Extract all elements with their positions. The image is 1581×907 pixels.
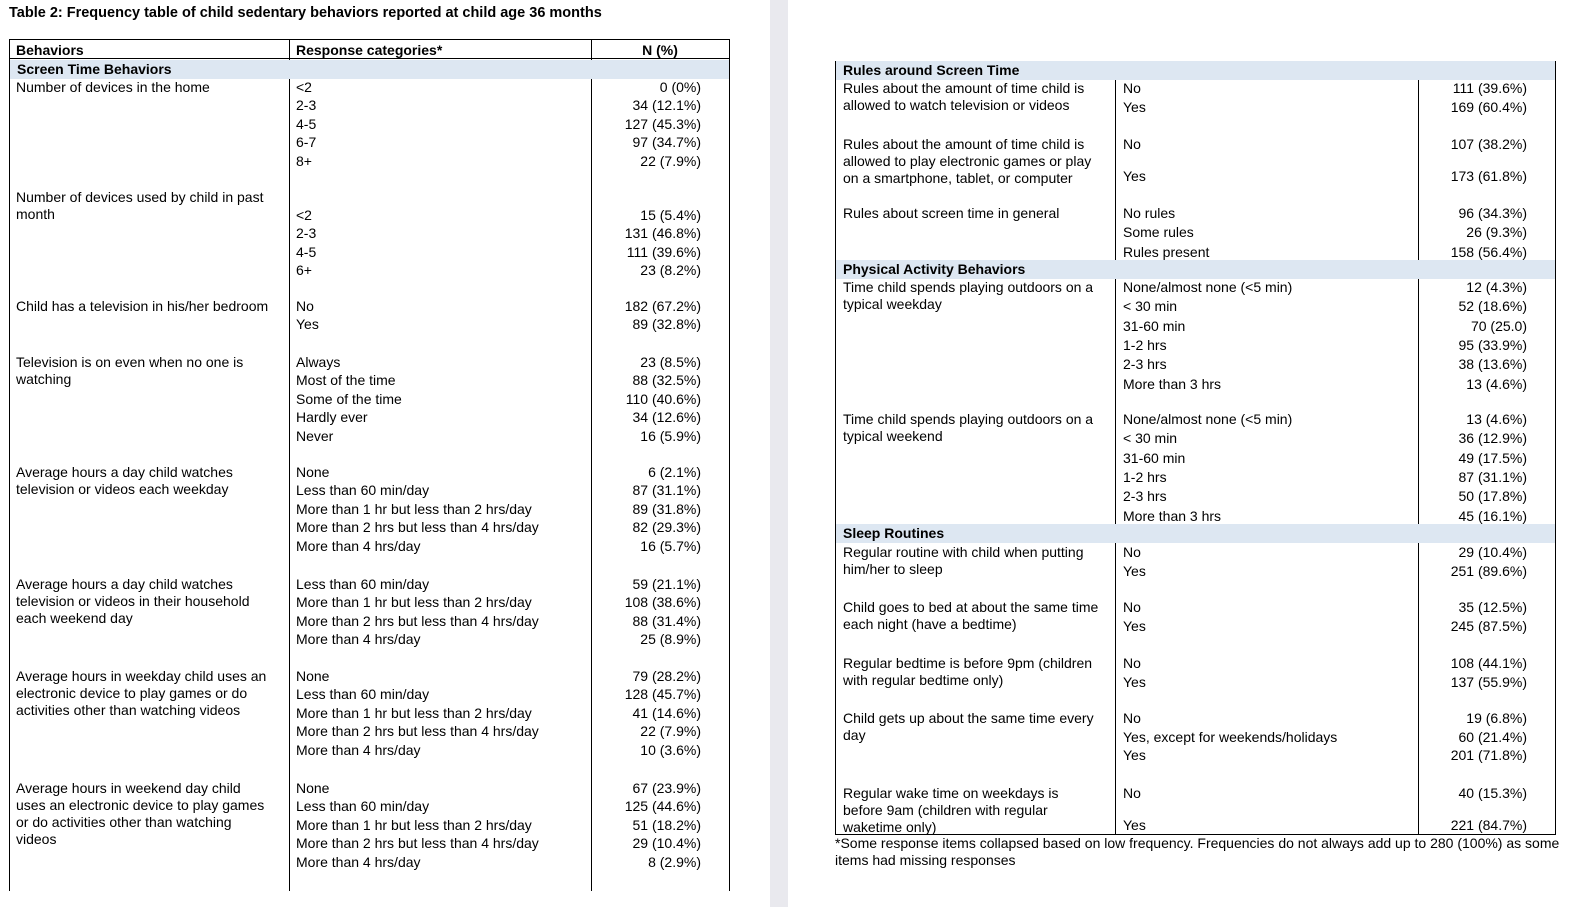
response-category: Most of the time <box>296 372 396 389</box>
response-count: 127 (45.3%) <box>624 115 701 132</box>
response-category: None <box>296 780 330 796</box>
response-count: 23 (8.5%) <box>640 354 701 370</box>
response-category: 2-3 hrs <box>1123 356 1167 373</box>
response-category: Less than 60 min/day <box>296 482 430 499</box>
response-count: 201 (71.8%) <box>1450 747 1527 764</box>
response-category: More than 4 hrs/day <box>296 853 421 870</box>
response-count: 35 (12.5%) <box>1458 599 1527 615</box>
behavior-label: allowed to watch television or videos <box>843 97 1070 114</box>
response-count: 108 (44.1%) <box>1450 655 1527 671</box>
response-count: 182 (67.2%) <box>624 298 701 314</box>
behavior-label: uses an electronic device to play games <box>16 797 265 814</box>
behavior-label: Rules about the amount of time child is <box>843 80 1085 96</box>
header-response-categories: Response categories* <box>296 42 443 58</box>
behavior-label: typical weekday <box>843 296 942 313</box>
response-category: More than 3 hrs <box>1123 507 1222 524</box>
response-category: Yes <box>1123 563 1146 580</box>
response-category: <2 <box>296 79 312 95</box>
response-category: Some rules <box>1123 224 1194 241</box>
behavior-label: each weekend day <box>16 610 133 627</box>
response-category: 1-2 hrs <box>1123 468 1167 485</box>
response-count: 111 (39.6%) <box>1452 80 1527 96</box>
response-count: 38 (13.6%) <box>1458 356 1527 373</box>
response-category: < 30 min <box>1123 298 1178 315</box>
behavior-label: Average hours in weekend day child <box>16 780 241 796</box>
response-category: No <box>1123 785 1141 801</box>
response-category: Yes <box>1123 747 1146 764</box>
behavior-label: Number of devices used by child in past <box>16 188 264 205</box>
table-footnote: *Some response items collapsed based on low frequency. Frequencies do not always add up to 280 (100%) as some items had missing responses <box>835 835 1560 868</box>
response-category: No <box>1123 544 1141 560</box>
behavior-label: Average hours in weekday child uses an <box>16 668 267 684</box>
response-category: Yes <box>1123 816 1146 833</box>
behavior-label: month <box>16 205 55 222</box>
response-category: No rules <box>1123 205 1176 221</box>
behavior-label: Time child spends playing outdoors on a <box>843 411 1094 427</box>
behavior-label: electronic device to play games or do <box>16 685 248 702</box>
response-count: 22 (7.9%) <box>640 723 701 740</box>
response-category: No <box>1123 655 1141 671</box>
response-count: 51 (18.2%) <box>632 816 701 833</box>
response-category: More than 4 hrs/day <box>296 741 421 758</box>
response-count: 19 (6.8%) <box>1466 710 1527 726</box>
behavior-label: Time child spends playing outdoors on a <box>843 279 1094 295</box>
response-category: <2 <box>296 207 312 223</box>
response-count: 16 (5.9%) <box>640 427 701 444</box>
response-category: Yes <box>1123 618 1146 635</box>
response-category: More than 2 hrs but less than 4 hrs/day <box>296 835 539 852</box>
response-count: 29 (10.4%) <box>632 835 701 852</box>
response-count: 251 (89.6%) <box>1450 563 1527 580</box>
response-category: 4-5 <box>296 243 317 260</box>
response-category: No <box>1123 710 1141 726</box>
response-count: 0 (0%) <box>659 79 701 95</box>
response-count: 34 (12.1%) <box>632 97 701 114</box>
response-category: None <box>296 668 330 684</box>
table-caption: Table 2: Frequency table of child sedentary behaviors reported at child age 36 months <box>9 5 602 21</box>
behavior-label: videos <box>16 831 57 848</box>
behavior-label: Television is on even when no one is <box>16 354 244 370</box>
response-count: 13 (4.6%) <box>1466 411 1527 427</box>
behavior-label: typical weekend <box>843 428 943 445</box>
response-count: 29 (10.4%) <box>1458 544 1527 560</box>
response-count: 169 (60.4%) <box>1450 98 1527 115</box>
response-category: Less than 60 min/day <box>296 798 430 815</box>
response-category: 4-5 <box>296 115 317 132</box>
response-count: 97 (34.7%) <box>632 134 701 151</box>
section-screen-time: Screen Time Behaviors <box>10 60 729 79</box>
response-category: No <box>1123 80 1141 96</box>
response-category: More than 2 hrs but less than 4 hrs/day <box>296 612 539 629</box>
response-count: 87 (31.1%) <box>1458 468 1527 485</box>
response-category: Yes, except for weekends/holidays <box>1123 728 1338 745</box>
behavior-label: Average hours a day child watches <box>16 576 233 592</box>
response-count: 89 (32.8%) <box>632 316 701 333</box>
behavior-label: television or videos each weekday <box>16 481 229 498</box>
section-header: Rules around Screen Time <box>836 61 1555 80</box>
behavior-label: Child gets up about the same time every <box>843 710 1094 726</box>
response-count: 108 (38.6%) <box>624 594 701 611</box>
response-category: Less than 60 min/day <box>296 576 430 592</box>
behavior-label: Regular wake time on weekdays is <box>843 785 1059 801</box>
behavior-label: watching <box>16 371 72 388</box>
behavior-label: day <box>843 727 866 744</box>
response-count: 245 (87.5%) <box>1450 618 1527 635</box>
response-category: More than 2 hrs but less than 4 hrs/day <box>296 723 539 740</box>
response-count: 96 (34.3%) <box>1458 205 1527 221</box>
behavior-label: or do activities other than watching <box>16 814 232 831</box>
response-count: 6 (2.1%) <box>648 464 701 480</box>
behavior-label: with regular bedtime only) <box>843 672 1004 689</box>
response-count: 41 (14.6%) <box>632 704 701 721</box>
response-category: 2-3 hrs <box>1123 488 1167 505</box>
behavior-label: on a smartphone, tablet, or computer <box>843 170 1073 187</box>
response-category: 6+ <box>296 262 312 279</box>
response-count: 22 (7.9%) <box>640 152 701 169</box>
response-category: Less than 60 min/day <box>296 686 430 703</box>
response-count: 34 (12.6%) <box>632 409 701 426</box>
response-category: Some of the time <box>296 390 402 407</box>
response-category: None/almost none (<5 min) <box>1123 411 1293 427</box>
response-category: 8+ <box>296 152 312 169</box>
response-count: 70 (25.0) <box>1470 317 1527 334</box>
response-count: 12 (4.3%) <box>1466 279 1527 295</box>
response-category: 1-2 hrs <box>1123 336 1167 353</box>
response-category: Never <box>296 427 334 444</box>
response-category: No <box>296 298 314 314</box>
response-category: Yes <box>1123 167 1146 184</box>
response-count: 8 (2.9%) <box>648 853 701 870</box>
behavior-label: before 9am (children with regular <box>843 802 1048 819</box>
response-count: 173 (61.8%) <box>1450 167 1527 184</box>
response-count: 59 (21.1%) <box>632 576 701 592</box>
response-count: 221 (84.7%) <box>1450 816 1527 833</box>
response-count: 25 (8.9%) <box>640 631 701 648</box>
response-count: 60 (21.4%) <box>1458 728 1527 745</box>
response-category: None <box>296 464 330 480</box>
response-count: 88 (31.4%) <box>632 612 701 629</box>
response-category: More than 1 hr but less than 2 hrs/day <box>296 704 532 721</box>
behavior-label: Regular bedtime is before 9pm (children <box>843 655 1093 671</box>
response-category: More than 2 hrs but less than 4 hrs/day <box>296 519 539 536</box>
response-category: Always <box>296 354 341 370</box>
response-category: More than 4 hrs/day <box>296 537 421 554</box>
response-category: Hardly ever <box>296 409 368 426</box>
behavior-label: Child has a television in his/her bedroom <box>16 298 269 314</box>
header-n-percent: N (%) <box>642 42 678 58</box>
response-category: 31-60 min <box>1123 317 1186 334</box>
response-category: More than 1 hr but less than 2 hrs/day <box>296 816 532 833</box>
response-category: Yes <box>1123 98 1146 115</box>
response-count: 137 (55.9%) <box>1450 674 1527 691</box>
behavior-label: Average hours a day child watches <box>16 464 233 480</box>
page-gutter <box>770 0 788 907</box>
response-count: 89 (31.8%) <box>632 500 701 517</box>
response-category: None/almost none (<5 min) <box>1123 279 1293 295</box>
response-count: 125 (44.6%) <box>624 798 701 815</box>
response-count: 82 (29.3%) <box>632 519 701 536</box>
behavior-label: Regular routine with child when putting <box>843 544 1084 560</box>
response-count: 79 (28.2%) <box>632 668 701 684</box>
header-behaviors: Behaviors <box>16 42 84 58</box>
behavior-label: television or videos in their household <box>16 593 250 610</box>
response-category: More than 3 hrs <box>1123 375 1222 392</box>
behavior-label: him/her to sleep <box>843 561 943 578</box>
response-category: 2-3 <box>296 225 317 242</box>
response-category: Yes <box>1123 674 1146 691</box>
response-count: 10 (3.6%) <box>640 741 701 758</box>
response-category: More than 1 hr but less than 2 hrs/day <box>296 594 532 611</box>
behavior-label: activities other than watching videos <box>16 702 241 719</box>
response-count: 107 (38.2%) <box>1450 136 1527 152</box>
response-count: 16 (5.7%) <box>640 537 701 554</box>
behavior-label: Child goes to bed at about the same time <box>843 599 1099 615</box>
response-category: < 30 min <box>1123 430 1178 447</box>
response-count: 45 (16.1%) <box>1458 507 1527 524</box>
response-count: 49 (17.5%) <box>1458 449 1527 466</box>
section-header: Sleep Routines <box>836 524 1555 543</box>
section-header: Physical Activity Behaviors <box>836 260 1555 279</box>
behavior-label: Rules about screen time in general <box>843 205 1060 221</box>
response-category: More than 1 hr but less than 2 hrs/day <box>296 500 532 517</box>
response-category: Rules present <box>1123 243 1210 260</box>
behavior-label: waketime only) <box>843 819 937 836</box>
response-category: 6-7 <box>296 134 317 151</box>
response-category: More than 4 hrs/day <box>296 631 421 648</box>
response-category: No <box>1123 599 1141 615</box>
response-category: 31-60 min <box>1123 449 1186 466</box>
response-count: 111 (39.6%) <box>626 243 701 260</box>
response-count: 26 (9.3%) <box>1466 224 1527 241</box>
response-count: 87 (31.1%) <box>632 482 701 499</box>
response-category: Yes <box>296 316 319 333</box>
response-count: 67 (23.9%) <box>632 780 701 796</box>
response-count: 40 (15.3%) <box>1458 785 1527 801</box>
response-count: 36 (12.9%) <box>1458 430 1527 447</box>
response-count: 50 (17.8%) <box>1458 488 1527 505</box>
response-category: No <box>1123 136 1141 152</box>
response-count: 158 (56.4%) <box>1450 243 1527 260</box>
response-count: 23 (8.2%) <box>640 262 701 279</box>
response-count: 13 (4.6%) <box>1466 375 1527 392</box>
response-count: 15 (5.4%) <box>640 207 701 223</box>
behavior-label: Number of devices in the home <box>16 79 210 95</box>
response-count: 110 (40.6%) <box>625 390 701 407</box>
response-category: 2-3 <box>296 97 317 114</box>
behavior-label: Rules about the amount of time child is <box>843 136 1085 152</box>
response-count: 95 (33.9%) <box>1458 336 1527 353</box>
behavior-label: allowed to play electronic games or play <box>843 153 1092 170</box>
response-count: 88 (32.5%) <box>632 372 701 389</box>
response-count: 128 (45.7%) <box>624 686 701 703</box>
behavior-label: each night (have a bedtime) <box>843 616 1017 633</box>
response-count: 52 (18.6%) <box>1458 298 1527 315</box>
response-count: 131 (46.8%) <box>624 225 701 242</box>
